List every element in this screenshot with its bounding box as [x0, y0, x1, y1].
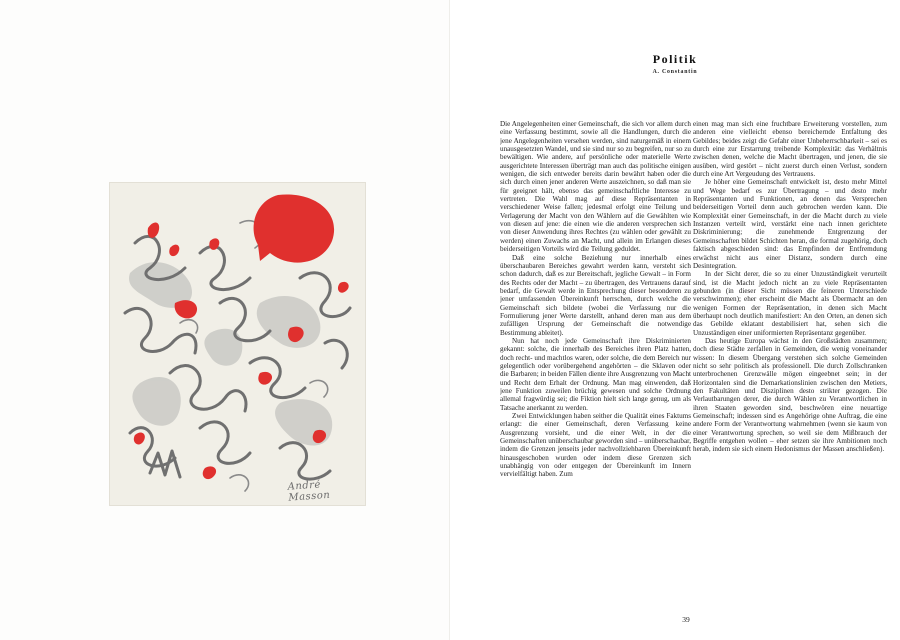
paragraph: Daß eine solche Beziehung nur innerhalb eines überschaubaren Bereiches gewahrt werden kann, versteht sich schon dadurch, daß es zur Bereitschaft, jegliche Gewalt – in Form des Rechts oder der Macht – zu übertragen, des Vertrauens darauf bedarf, die Gewalt werde in Entsprechung dieser besonderen zu jener umfassenden Übereinkunft herrschen, durch welche die Gemeinschaft sich bildete (wobei die Verfassung nur die Formulierung jener Werte darstellt, anhand deren man aus dem zufälligen Ursprung der Gemeinschaft die notwendige Bestimmung ableitet). — [500, 253, 691, 337]
artwork-illustration — [109, 182, 366, 506]
artist-signature: André Masson — [287, 479, 331, 504]
paragraph: Zwei Entwicklungen haben seither die Qualität eines Faktums erlangt: die einer Gemeinschaft, deren Verfassung keine Ausgrenzung vorsieht, und die einer Welt, in der die Gemeinschaften unüberschaubar geworden sind – unüberschaubar, indem die Grenzen jenseits jeder nachvollziehbaren Übereinkunft hinausgeschoben wurden oder indem diese Grenzen sich unabhängig von oder entgegen der Übereinkunft im Innern vervielfältigt haben. Zum — [500, 412, 691, 479]
paragraph: In der Sicht derer, die so zu einer Unzuständigkeit verurteilt sind, ist die Macht jedoch nicht an zu viele Repräsentanten gebunden (in dieser Sicht müssen die feineren Unterschiede verschwimmen); eher erscheint die Macht als Übermacht an den wenigen Formen der Repräsentation, in denen sich Macht überhaupt noch deutlich manifestiert: An den Orten, an denen sich das Gebilde eklatant destabilisiert hat, sehen sich die Unzuständigen einer uniformierten Repräsentanz gegenüber. — [693, 270, 887, 337]
page-number: 39 — [682, 615, 690, 624]
article-author: A. Constantin — [652, 69, 698, 75]
text-column-2 — [693, 120, 887, 590]
paragraph: Nun hat noch jede Gemeinschaft ihre Diskriminierten gekannt: solche, die innerhalb des Bereiches ihren Platz hatten, doch recht- und machtlos waren, oder solche, die dem Bereich nur gelegentlich oder vorübergehend angehörten – die Sklaven oder die Barbaren; in beiden Fällen diente ihre Ausgrenzung von Macht und Recht dem Erhalt der Ordnung. Man mag einwenden, daß jene Funktion zuweilen brüchig gewesen und solche Ordnung allemal fragwürdig sei; die Fiktion hielt sich lange genug, um als Tatsache anerkannt zu werden. — [500, 336, 691, 412]
text-column-1 — [500, 120, 691, 590]
paragraph: Das heutige Europa wächst in den Großstädten zusammen; doch diese Städte zerfallen in Gemeinden, die wenig voneinander wissen: In diesem Übergang verstehen sich solche Gemeinden nicht so sehr politisch als professionell. Die durch Zollschranken unterbrochenen Grenzwälle mögen eingeebnet sein; in der Horizontalen sind die Demarkationslinien zwischen den Metiers, den Fakultäten und Disziplinen desto strikter gezogen. Die Verlautbarungen derer, die durch Wählen zu Verantwortlichen in ihren Staaten geworden sind, beschwören eine neuartige Gemeinschaft; indessen sind es Angehörige ohne Auftrag, die eine andere Form der Verantwortung wahrnehmen (wenn sie kaum von einer Verantwortung sprechen, so weil sie dem Mißbrauch der Begriffe entgehen wollen – eher setzen sie ihre Ambitionen noch herab, indem sie sich einem Hedonismus der Massen anschließen). — [693, 336, 887, 454]
paragraph: Die Angelegenheiten einer Gemeinschaft, die sich vor allem durch eine Verfassung bestimmt, sowie all die Handlungen, durch die jene Angelegenheiten versehen werden, sind naturgemäß in einem unausgesetzten Wandel, und sie sind nur so zu begreifen, nur so zu bewältigen. Wie andere, auf persönliche oder materielle Werte ausgerichtete Interessen überträgt man auch das politische einigen wenigen, die sich entweder bereits darin bewährt haben oder die sich durch einen jener anderen Werte auszeichnen, so daß man sie für geeignet hält, ebenso das gemeinschaftliche Interesse zu vertreten. Die Wahl mag auf diese Repräsentanten in verschiedener Weise fallen; jedesmal erfolgt eine Teilung und Verlagerung der Macht von den Wählern auf die Gewählten wie von diesen auf jene: die einen wie die anderen versprechen sich von dieser Anwendung ihres Rechtes (zu wählen oder gewählt zu werden) einen Zuwachs an Macht, und allein im Erlangen dieses beiderseitigen Vorteils wird die Teilung geduldet. — [500, 120, 691, 254]
paragraph: einen mag man sich eine fruchtbare Erweiterung vorstellen, zum anderen eine vielleicht ebenso bereichernde Entfaltung des Gebildes; beides zeigt die Gefahr einer Unbeherrschbarkeit – sei es durch eine zur Erstarrung treibende Komplexität: das Verhältnis zwischen denen, welche die Macht übertragen, und jenen, die sie ausüben, wird gestört – nicht zuerst durch einen Verlust, sondern durch eine Art Vergeudung des Vertrauens. — [693, 120, 887, 179]
article-title: Politik — [652, 52, 698, 66]
paragraph: Je höher eine Gemeinschaft entwickelt ist, desto mehr Mittel und Wege bedarf es zur Übertragung – und desto mehr Repräsentanten und Funktionen, an denen das Versprechen beiderseitigen Vorteil denn auch gebrochen werden kann. Die Komplexität einer Gemeinschaft, in der die Macht durch zu viele Instanzen verteilt wird, verstärkt eine nach innen gerichtete Diskriminierung; die zunehmende Entgrenzung der Gemeinschaften bildet Schichten heran, die formal zugehörig, doch faktisch abgeschieden sind: das Empfinden der Entfremdung erwächst nicht aus einer Distanz, sondern durch eine Desintegration. — [693, 178, 887, 270]
abstract-painting — [110, 183, 366, 506]
article-header — [630, 52, 720, 75]
